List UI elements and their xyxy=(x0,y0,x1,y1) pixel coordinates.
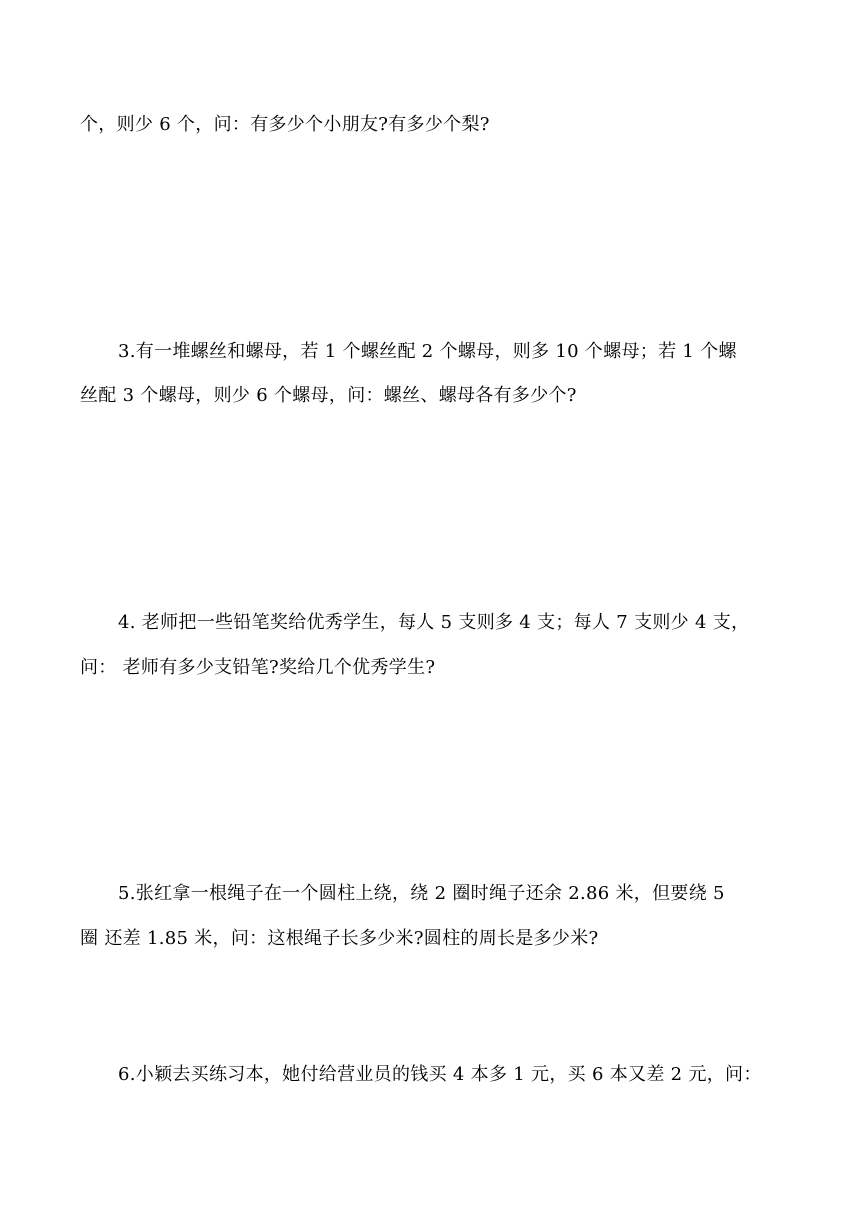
problem-6-line-1: 6.小颖去买练习本，她付给营业员的钱买 4 本多 1 元，买 6 本又差 2 元，问： xyxy=(118,1064,762,1085)
problem-3-line-2: 丝配 3 个螺母，则少 6 个螺母，问：螺丝、螺母各有多少个? xyxy=(80,385,577,406)
problem-4-line-1: 4. 老师把一些铅笔奖给优秀学生，每人 5 支则多 4 支；每人 7 支则少 4 支， xyxy=(118,612,750,633)
problem-3-line-1: 3.有一堆螺丝和螺母，若 1 个螺丝配 2 个螺母，则多 10 个螺母；若 1 个螺 xyxy=(118,341,737,362)
problem-5-line-2: 圈 还差 1.85 米，问：这根绳子长多少米?圆柱的周长是多少米? xyxy=(80,928,599,949)
problem-4-line-2: 问： 老师有多少支铅笔?奖给几个优秀学生? xyxy=(80,657,436,678)
problem-5-line-1: 5.张红拿一根绳子在一个圆柱上绕，绕 2 圈时绳子还余 2.86 米，但要绕 5 xyxy=(118,883,725,904)
problem-2-line-2: 个，则少 6 个，问：有多少个小朋友?有多少个梨? xyxy=(80,114,490,135)
